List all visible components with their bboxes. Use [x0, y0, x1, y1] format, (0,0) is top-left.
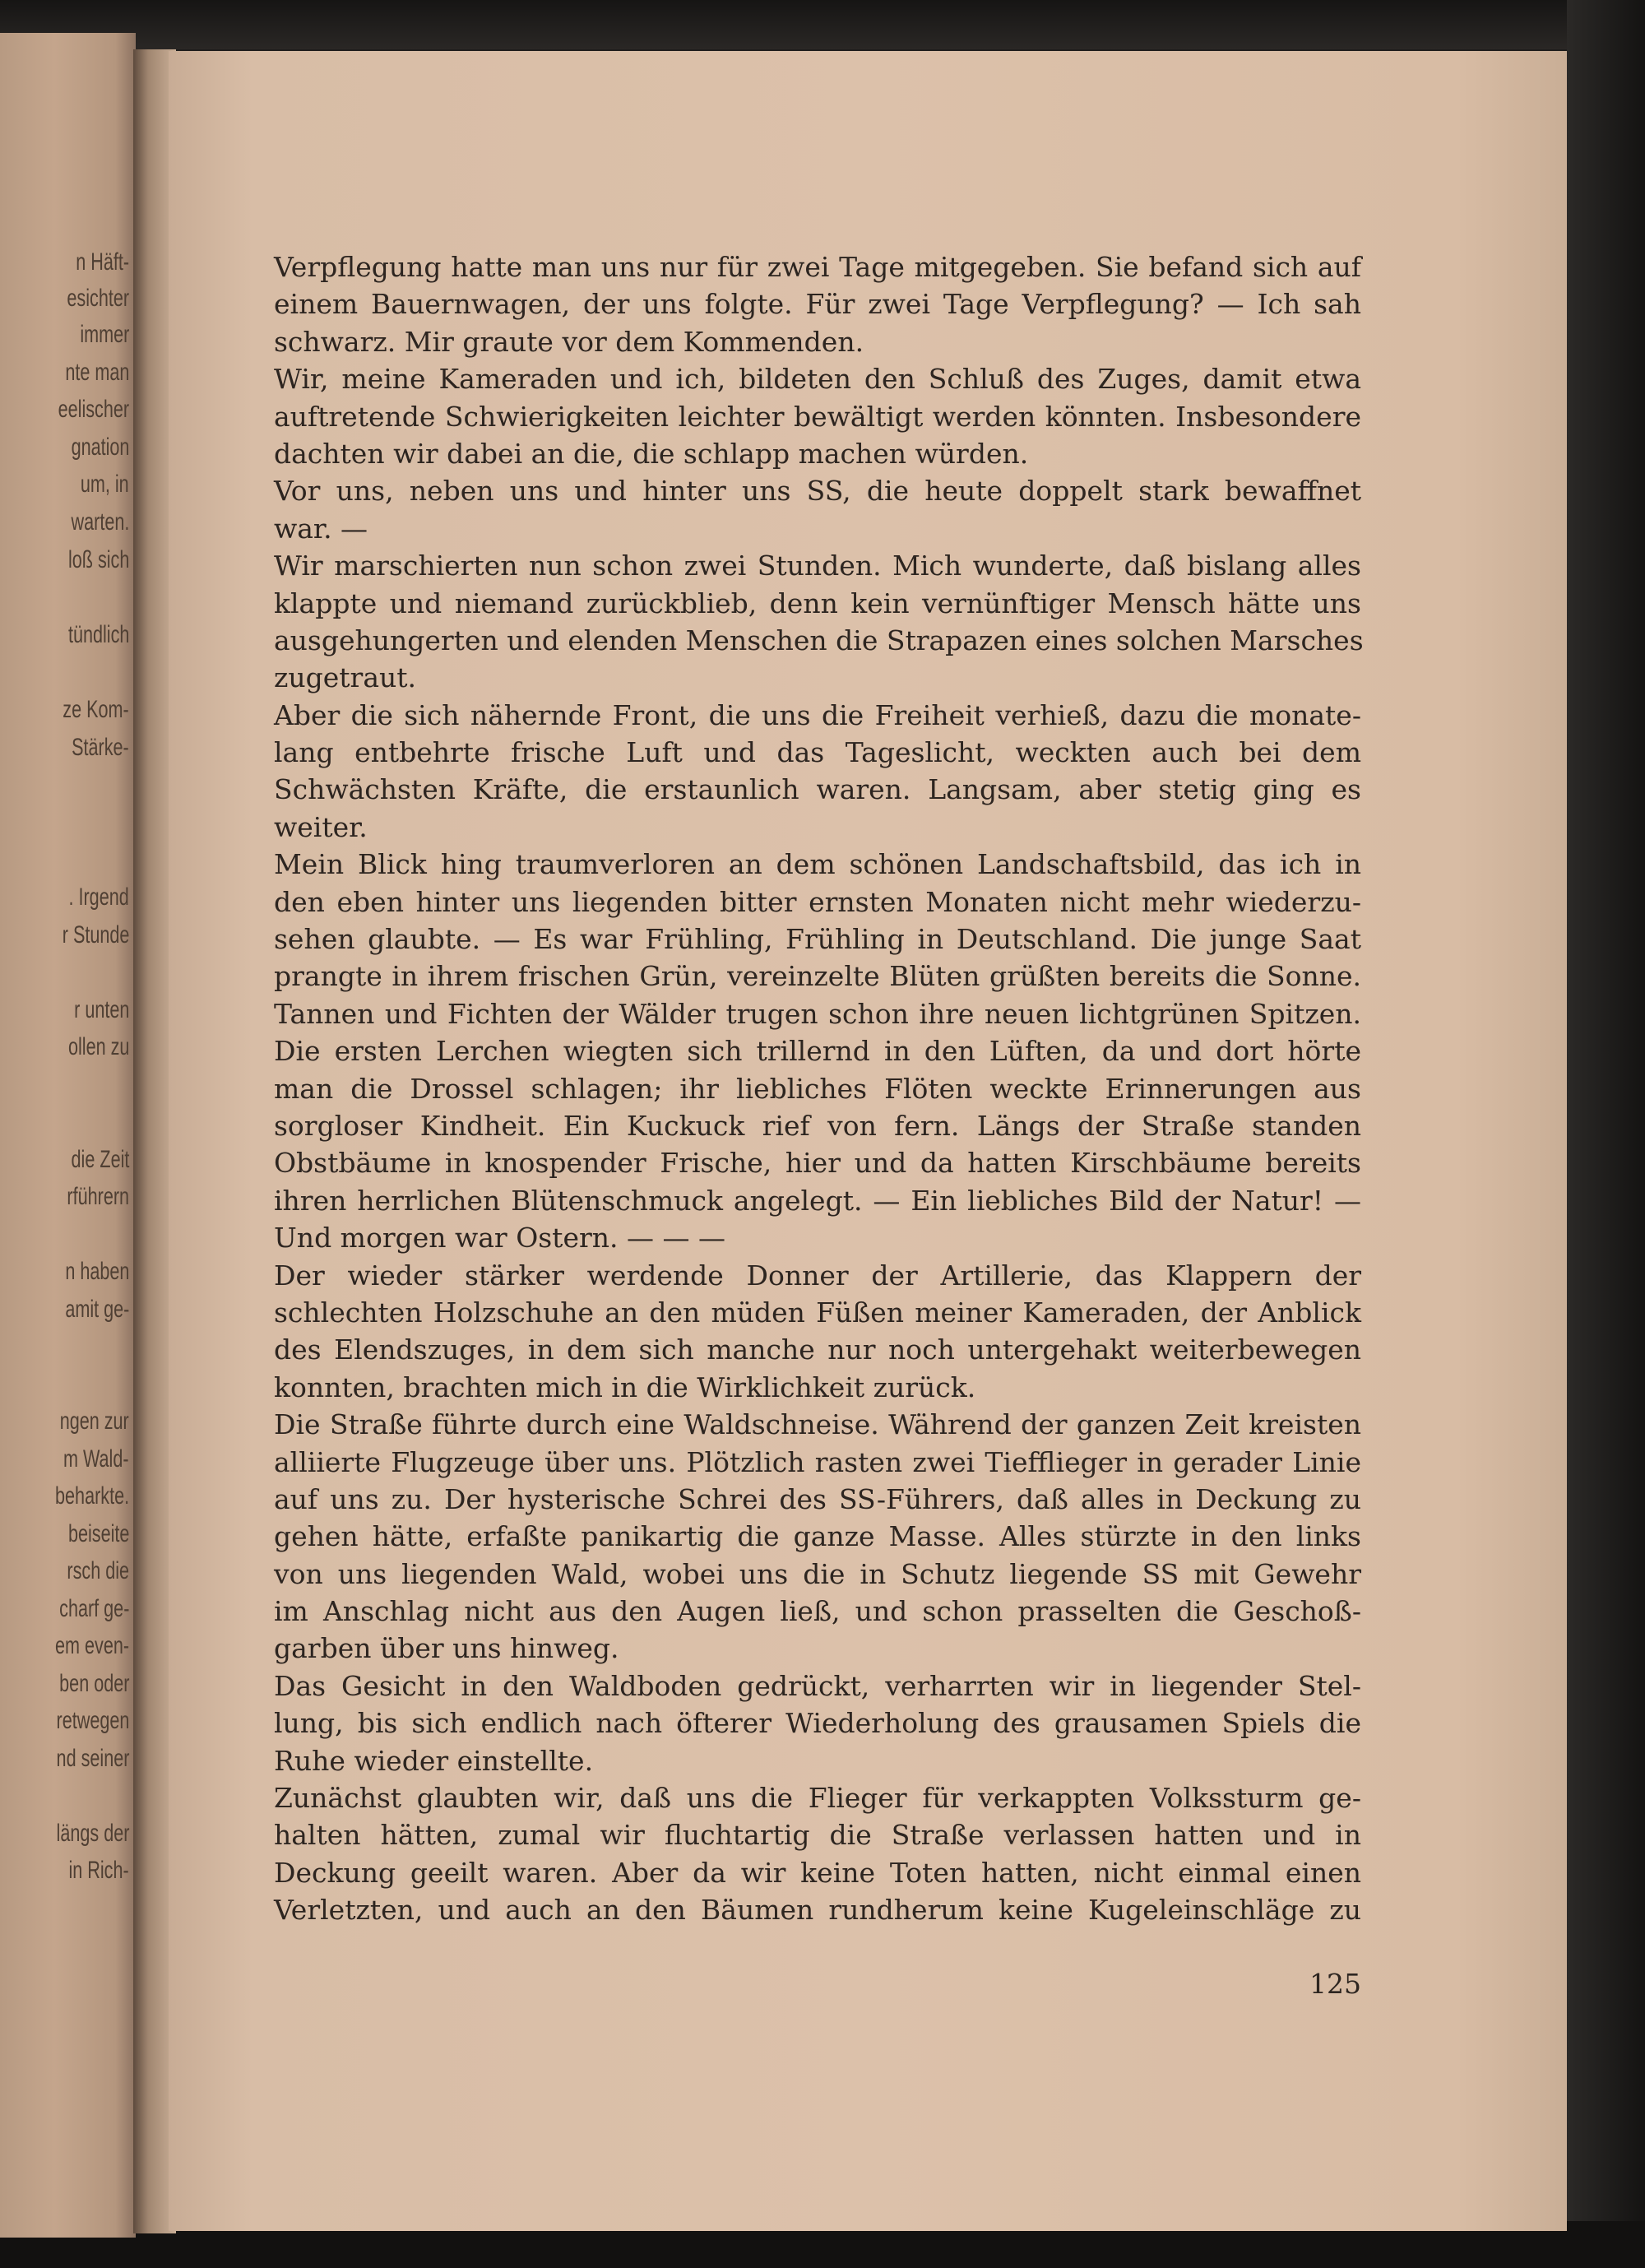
text-line: schlechten Holzschuhe an den müden Füßen meiner Kameraden, der Anblick [274, 1296, 1361, 1329]
book-cover-edge [1567, 0, 1645, 2268]
facing-page-fragment: nte man [64, 359, 129, 386]
page-number: 125 [1309, 1968, 1361, 2000]
facing-page-fragment: gnation [71, 434, 129, 461]
facing-page-fragment: r unten [73, 996, 129, 1023]
facing-page-fragment: längs der [56, 1820, 129, 1847]
facing-page-fragment: beharkte. [54, 1482, 129, 1510]
text-line: Der wieder stärker werdende Donner der Artillerie, das Klappern der [274, 1259, 1361, 1292]
text-line: alliierte Flugzeuge über uns. Plötzlich rasten zwei Tiefflieger in gerader Linie [274, 1445, 1361, 1478]
text-line: Das Gesicht in den Waldboden gedrückt, verharrten wir in liegender Stel- [274, 1669, 1361, 1702]
text-line: auf uns zu. Der hysterische Schrei des SS-Führers, daß alles in Deckung zu [274, 1482, 1361, 1515]
text-line: des Elendszuges, in dem sich manche nur noch untergehakt weiterbewegen [274, 1333, 1361, 1366]
text-line: man die Drossel schlagen; ihr liebliches Flöten weckte Erinnerungen aus [274, 1072, 1361, 1105]
text-line: Die ersten Lerchen wiegten sich trillernd in den Lüften, da und dort hörte [274, 1035, 1361, 1068]
facing-page-fragment: um, in [81, 471, 129, 498]
text-line: klappte und niemand zurückblieb, denn kein vernünftiger Mensch hätte uns [274, 587, 1361, 619]
text-line: lung, bis sich endlich nach öfterer Wiederholung des grausamen Spiels die [274, 1707, 1361, 1740]
facing-page-fragment: immer [80, 321, 129, 348]
facing-page-fragment: die Zeit [71, 1146, 129, 1173]
text-line: schwarz. Mir graute vor dem Kommenden. [274, 325, 864, 358]
facing-page-fragment: n Häft- [76, 248, 129, 276]
text-line: Obstbäume in knospender Frische, hier und da hatten Kirschbäume bereits [274, 1147, 1361, 1180]
facing-page-fragment: esichter [67, 285, 129, 312]
text-line: halten hätten, zumal wir fluchtartig die Straße verlassen hatten und in [274, 1819, 1361, 1852]
facing-page-fragment: ben oder [58, 1670, 129, 1697]
text-line: prangte in ihrem frischen Grün, vereinzelte Blüten grüßten bereits die Sonne. [274, 960, 1361, 993]
text-line: Mein Blick hing traumverloren an dem schönen Landschaftsbild, das ich in [274, 848, 1361, 881]
facing-page-fragment: in Rich- [68, 1857, 129, 1884]
facing-page-fragment: rsch die [67, 1557, 129, 1584]
text-line: garben über uns hinweg. [274, 1632, 619, 1665]
text-line: Aber die sich nähernde Front, die uns die Freiheit verhieß, dazu die monate- [274, 698, 1361, 731]
text-line: Die Straße führte durch eine Waldschneise. Während der ganzen Zeit kreisten [274, 1408, 1361, 1441]
facing-page-fragment: beiseite [67, 1520, 129, 1547]
text-line: Schwächsten Kräfte, die erstaunlich waren. Langsam, aber stetig ging es [274, 773, 1361, 806]
facing-page-fragment: r Stunde [62, 921, 129, 948]
facing-page-fragment: . Irgend [68, 884, 129, 911]
facing-page-fragment: n haben [64, 1258, 129, 1285]
text-line: sehen glaubte. — Es war Frühling, Frühling in Deutschland. Die junge Saat [274, 923, 1361, 956]
facing-page-fragment: amit ge- [64, 1296, 129, 1323]
facing-page-fragment: ollen zu [67, 1033, 129, 1060]
text-line: den eben hinter uns liegenden bitter ernsten Monaten nicht mehr wiederzu- [274, 885, 1361, 918]
text-line: Verletzten, und auch an den Bäumen rundherum keine Kugeleinschläge zu [274, 1894, 1361, 1927]
facing-page-fragment: em even- [54, 1632, 129, 1659]
facing-page-fragment: m Wald- [63, 1445, 129, 1473]
text-line: dachten wir dabei an die, die schlapp machen würden. [274, 437, 1029, 470]
facing-page-fragment: warten. [71, 508, 129, 536]
text-line: Vor uns, neben uns und hinter uns SS, die heute doppelt stark bewaffnet [274, 475, 1361, 508]
facing-page-fragment: Stärke- [72, 734, 129, 761]
text-line: Wir, meine Kameraden und ich, bildeten den Schluß des Zuges, damit etwa [274, 363, 1361, 396]
facing-page-fragment: loß sich [67, 546, 129, 573]
facing-page [0, 33, 136, 2238]
text-line: weiter. [274, 810, 368, 843]
facing-page-fragment: tündlich [67, 621, 129, 648]
facing-page-fragment: eelischer [58, 396, 129, 423]
text-line: Und morgen war Ostern. — — — [274, 1222, 725, 1255]
text-line: zugetraut. [274, 661, 417, 694]
facing-page-fragment: retwegen [56, 1707, 129, 1734]
text-line: einem Bauernwagen, der uns folgte. Für zwei Tage Verpflegung? — Ich sah [274, 288, 1361, 321]
body-text [274, 248, 1364, 1929]
facing-page-fragment: ngen zur [59, 1408, 129, 1435]
facing-page-fragment: nd seiner [56, 1745, 129, 1772]
text-line: Wir marschierten nun schon zwei Stunden. Mich wunderte, daß bislang alles [274, 550, 1361, 582]
facing-page-fragment: charf ge- [58, 1595, 129, 1622]
text-line: ihren herrlichen Blütenschmuck angelegt. — Ein liebliches Bild der Natur! — [274, 1184, 1361, 1217]
text-line: auftretende Schwierigkeiten leichter bewältigt werden könnten. Insbesondere [274, 400, 1361, 433]
text-line: Zunächst glaubten wir, daß uns die Flieger für verkappten Volkssturm ge- [274, 1782, 1361, 1815]
text-line: konnten, brachten mich in die Wirklichkeit zurück. [274, 1371, 976, 1403]
text-line: gehen hätte, erfaßte panikartig die ganze Masse. Alles stürzte in den links [274, 1520, 1361, 1553]
text-line: Deckung geeilt waren. Aber da wir keine Toten hatten, nicht einmal einen [274, 1856, 1361, 1889]
facing-page-fragment: ze Kom- [63, 696, 129, 723]
text-line: von uns liegenden Wald, wobei uns die in Schutz liegende SS mit Gewehr [274, 1557, 1361, 1590]
facing-page-fragment: rführern [67, 1183, 129, 1210]
text-line: Tannen und Fichten der Wälder trugen schon ihre neuen lichtgrünen Spitzen. [274, 997, 1361, 1030]
text-line: Ruhe wieder einstellte. [274, 1744, 594, 1777]
text-line: lang entbehrte frische Luft und das Tageslicht, weckten auch bei dem [274, 736, 1361, 769]
text-line: ausgehungerten und elenden Menschen die Strapazen eines solchen Marsches [274, 624, 1364, 656]
text-line: im Anschlag nicht aus den Augen ließ, und schon prasselten die Geschoß- [274, 1595, 1361, 1628]
book-page [169, 51, 1567, 2231]
scan-background-top [0, 0, 1645, 49]
text-line: sorgloser Kindheit. Ein Kuckuck rief von fern. Längs der Straße standen [274, 1109, 1361, 1142]
text-line: Verpflegung hatte man uns nur für zwei Tage mitgegeben. Sie befand sich auf [274, 251, 1361, 283]
text-line: war. — [274, 512, 368, 545]
